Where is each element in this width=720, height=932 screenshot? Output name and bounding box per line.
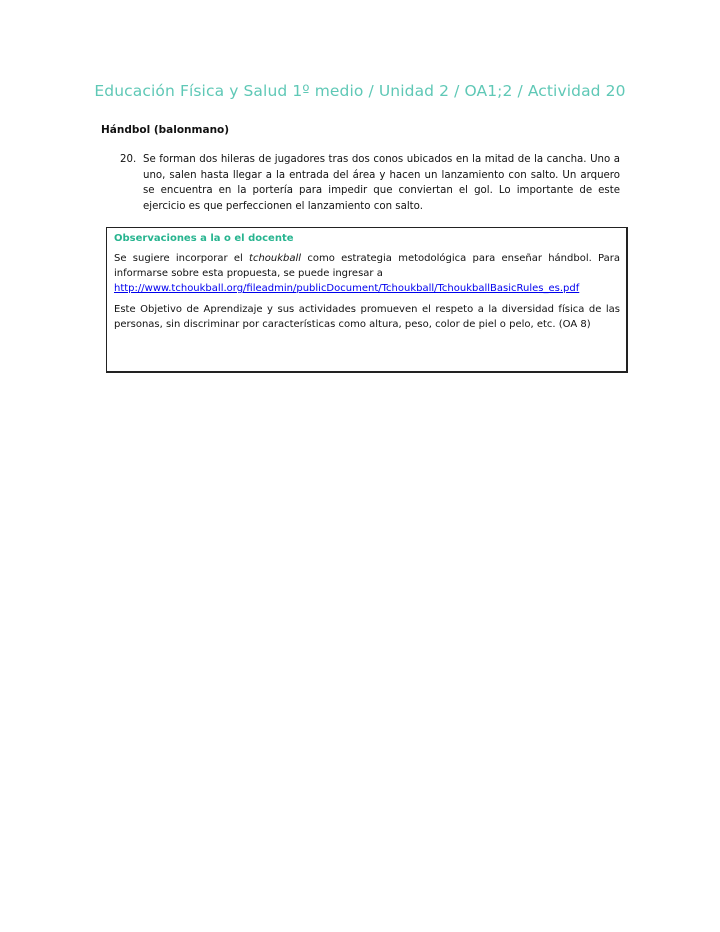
observations-paragraph-2: Este Objetivo de Aprendizaje y sus actividades promueven el respeto a la diversidad física de las personas, sin discriminar por características como altura, peso, color de piel o pelo, etc. (OA 8) (114, 304, 620, 330)
page-title: Educación Física y Salud 1º medio / Unidad 2 / OA1;2 / Actividad 20 (94, 82, 626, 100)
activity-number: 20. (120, 154, 137, 165)
obs-p1-before: Se sugiere incorporar el (114, 253, 250, 264)
activity-text: Se forman dos hileras de jugadores tras dos conos ubicados en la mitad de la cancha. Uno a uno, salen hasta llegar a la entrada del área y hacen un lanzamiento con salto. Un arquero se encuentra en la portería para impedir que conviertan el gol. Lo importante de este ejercicio es que perfeccionen el lanzamiento con salto. (143, 154, 620, 212)
section-heading: Hándbol (balonmano) (101, 124, 230, 136)
observations-paragraph-1 (114, 251, 620, 296)
observations-box (106, 227, 628, 373)
tchoukball-rules-link[interactable]: http://www.tchoukball.org/fileadmin/publicDocument/Tchoukball/TchoukballBasicRules_es.pdf (114, 283, 580, 294)
observations-title: Observaciones a la o el docente (114, 233, 294, 244)
obs-p1-emphasis: tchoukball (249, 253, 302, 264)
activity-item (120, 152, 620, 214)
obs-p1-after: como estrategia metodológica para enseñar hándbol. Para informarse sobre esta propuesta, se puede ingresar a (114, 253, 620, 279)
